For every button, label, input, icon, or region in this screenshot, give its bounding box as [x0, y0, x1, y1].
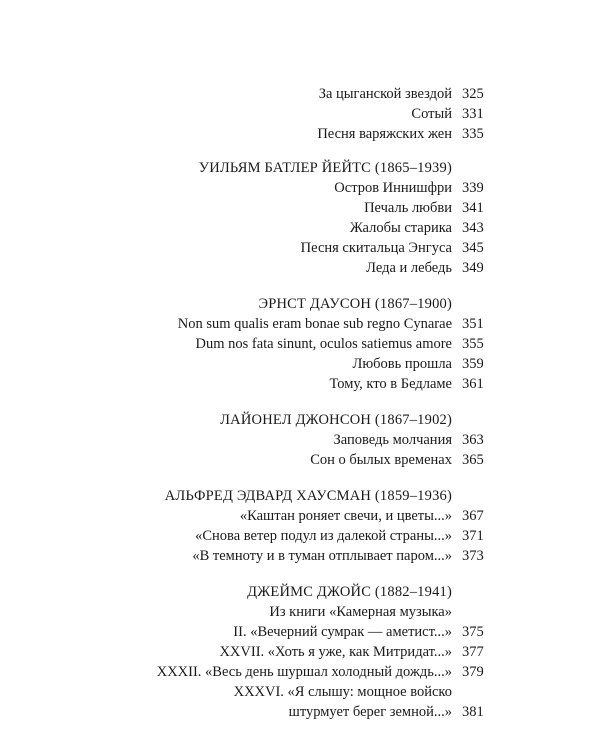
entry-page: 355 — [462, 336, 484, 352]
toc-entry — [0, 702, 600, 722]
entry-title: Любовь прошла — [352, 356, 452, 372]
entry-page: 345 — [462, 240, 484, 256]
entry-page: 331 — [462, 106, 484, 122]
entry-title: Из книги «Камерная музыка» — [269, 604, 452, 620]
entry-page: 379 — [462, 664, 484, 680]
entry-page: 377 — [462, 644, 484, 660]
entry-title: Dum nos fata sinunt, oculos satiemus amore — [195, 336, 452, 352]
entry-title: Сон о былых временах — [310, 452, 452, 468]
entry-page: 367 — [462, 508, 484, 524]
entry-page: 341 — [462, 200, 484, 216]
toc-entry — [0, 546, 600, 566]
toc-entry — [0, 430, 600, 450]
entry-page: 363 — [462, 432, 484, 448]
toc-entry — [0, 334, 600, 354]
author-heading — [0, 410, 600, 430]
toc-entry — [0, 450, 600, 470]
entry-title: Non sum qualis eram bonae sub regno Cynarae — [177, 316, 452, 332]
toc-entry — [0, 642, 600, 662]
entry-title: «Снова ветер подул из далекой страны...» — [195, 528, 452, 544]
author-heading — [0, 486, 600, 506]
entry-title: «Каштан роняет свечи, и цветы...» — [239, 508, 452, 524]
entry-title: Леда и лебедь — [366, 260, 452, 276]
entry-page: 365 — [462, 452, 484, 468]
entry-page: 339 — [462, 180, 484, 196]
entry-title: Остров Иннишфри — [334, 180, 452, 196]
entry-page: 359 — [462, 356, 484, 372]
author-name: УИЛЬЯМ БАТЛЕР ЙЕЙТС (1865–1939) — [198, 160, 452, 176]
toc-entry — [0, 238, 600, 258]
author-heading — [0, 294, 600, 314]
entry-title: XXXII. «Весь день шуршал холодный дождь...» — [156, 664, 452, 680]
entry-title: Песня варяжских жен — [317, 126, 452, 142]
entry-title: «В темноту и в туман отплывает паром...» — [192, 548, 452, 564]
entry-page: 373 — [462, 548, 484, 564]
entry-page: 371 — [462, 528, 484, 544]
entry-title: штурмует берег земной...» — [288, 704, 452, 720]
toc-entry — [0, 314, 600, 334]
entry-title: XXXVI. «Я слышу: мощное войско — [233, 684, 452, 700]
toc-entry — [0, 84, 600, 104]
toc-entry — [0, 218, 600, 238]
entry-page: 375 — [462, 624, 484, 640]
author-name: АЛЬФРЕД ЭДВАРД ХАУСМАН (1859–1936) — [164, 488, 452, 504]
entry-title: Жалобы старика — [349, 220, 452, 236]
entry-title: Песня скитальца Энгуса — [300, 240, 452, 256]
entry-title: Тому, кто в Бедламе — [329, 376, 452, 392]
entry-page: 351 — [462, 316, 484, 332]
author-name: ДЖЕЙМС ДЖОЙС (1882–1941) — [247, 584, 452, 600]
toc-entry — [0, 354, 600, 374]
entry-title: XXVII. «Хоть я уже, как Митридат...» — [219, 644, 452, 660]
toc-entry — [0, 506, 600, 526]
entry-title: II. «Вечерний сумрак — аметист...» — [233, 624, 452, 640]
toc-entry — [0, 662, 600, 682]
entry-title: Сотый — [411, 106, 452, 122]
entry-page: 335 — [462, 126, 484, 142]
toc-entry — [0, 258, 600, 278]
entry-title: За цыганской звездой — [318, 86, 452, 102]
entry-title: Печаль любви — [364, 200, 452, 216]
toc-entry — [0, 198, 600, 218]
entry-page: 381 — [462, 704, 484, 720]
toc-entry — [0, 682, 600, 702]
author-heading — [0, 582, 600, 602]
toc-entry — [0, 622, 600, 642]
toc-entry — [0, 104, 600, 124]
entry-page: 361 — [462, 376, 484, 392]
toc-entry — [0, 526, 600, 546]
entry-title: Заповедь молчания — [333, 432, 452, 448]
entry-page: 343 — [462, 220, 484, 236]
entry-page: 325 — [462, 86, 484, 102]
toc-subheading — [0, 602, 600, 622]
author-heading — [0, 158, 600, 178]
toc-entry — [0, 124, 600, 144]
toc-entry — [0, 178, 600, 198]
author-name: ЛАЙОНЕЛ ДЖОНСОН (1867–1902) — [220, 412, 452, 428]
entry-page: 349 — [462, 260, 484, 276]
author-name: ЭРНСТ ДАУСОН (1867–1900) — [258, 296, 452, 312]
toc-entry — [0, 374, 600, 394]
